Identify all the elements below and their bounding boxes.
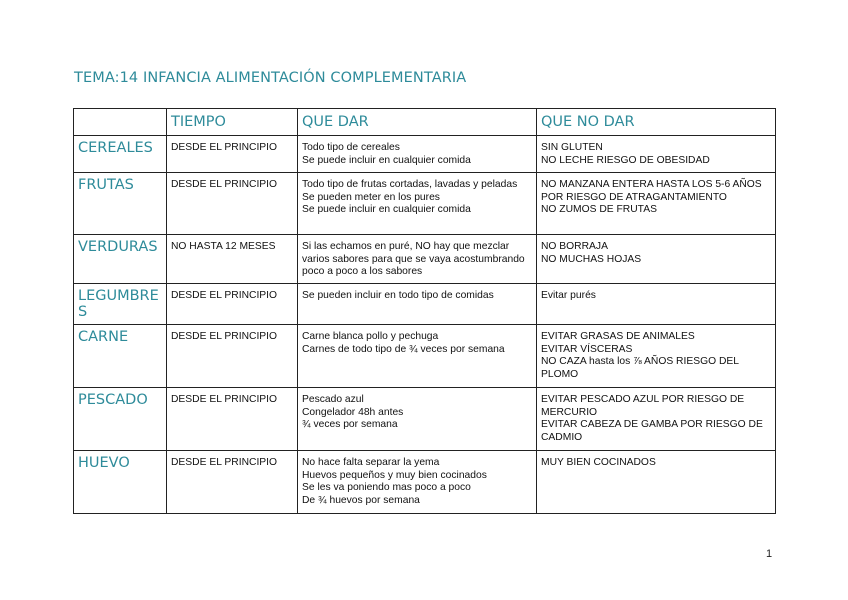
tiempo-cell: DESDE EL PRINCIPIO (167, 388, 298, 451)
que-no-dar-cell (537, 325, 776, 388)
table-row (74, 451, 776, 514)
cell-line: EVITAR GRASAS DE ANIMALES (541, 331, 695, 342)
table-row (74, 173, 776, 235)
cell-line: EVITAR PESCADO AZUL POR RIESGO DE MERCURIO (541, 394, 745, 418)
table-header-row (74, 109, 776, 136)
que-dar-cell (298, 451, 537, 514)
cell-line: EVITAR CABEZA DE GAMBA POR RIESGO DE CADMIO (541, 419, 763, 443)
table-row (74, 284, 776, 325)
cell-line: MUY BIEN COCINADOS (541, 457, 656, 468)
cell-line: Todo tipo de frutas cortadas, lavadas y peladas (302, 179, 518, 190)
cell-line: NO CAZA hasta los ⅞ AÑOS RIESGO DEL PLOMO (541, 356, 739, 380)
que-no-dar-cell (537, 235, 776, 284)
que-dar-cell (298, 235, 537, 284)
tiempo-cell: DESDE EL PRINCIPIO (167, 284, 298, 325)
table-row (74, 388, 776, 451)
tiempo-cell: DESDE EL PRINCIPIO (167, 451, 298, 514)
header-que-no-dar: QUE NO DAR (537, 109, 776, 136)
food-category: VERDURAS (74, 235, 167, 284)
cell-line: NO BORRAJA (541, 241, 608, 252)
cell-line: NO LECHE RIESGO DE OBESIDAD (541, 154, 710, 166)
cell-line: Pescado azul (302, 394, 364, 405)
food-category: CARNE (74, 325, 167, 388)
que-dar-cell (298, 325, 537, 388)
page-title: TEMA:14 INFANCIA ALIMENTACIÓN COMPLEMENTARIA (74, 70, 467, 86)
tiempo-cell: DESDE EL PRINCIPIO (167, 325, 298, 388)
header-que-dar: QUE DAR (298, 109, 537, 136)
food-category: PESCADO (74, 388, 167, 451)
cell-line: Se les va poniendo mas poco a poco (302, 482, 471, 494)
cell-line: SIN GLUTEN (541, 142, 603, 153)
que-no-dar-cell (537, 173, 776, 235)
tiempo-cell: DESDE EL PRINCIPIO (167, 136, 298, 173)
cell-line: NO MANZANA ENTERA HASTA LOS 5-6 AÑOS POR RIESGO DE ATRAGANTAMIENTO (541, 179, 762, 203)
que-no-dar-cell (537, 136, 776, 173)
table-row (74, 325, 776, 388)
header-empty (74, 109, 167, 136)
cell-line: Se pueden meter en los pures (302, 191, 440, 203)
cell-line: Se pueden incluir en todo tipo de comidas (302, 290, 494, 301)
food-category: LEGUMBRES (74, 284, 167, 325)
cell-line: Se puede incluir en cualquier comida (302, 204, 471, 216)
food-category: CEREALES (74, 136, 167, 173)
cell-line: EVITAR VÍSCERAS (541, 343, 633, 355)
food-category: HUEVO (74, 451, 167, 514)
que-no-dar-cell (537, 388, 776, 451)
que-no-dar-cell (537, 451, 776, 514)
que-dar-cell (298, 173, 537, 235)
table-row (74, 235, 776, 284)
cell-line: Se puede incluir en cualquier comida (302, 154, 471, 166)
cell-line: Evitar purés (541, 290, 596, 301)
tiempo-cell: NO HASTA 12 MESES (167, 235, 298, 284)
que-no-dar-cell (537, 284, 776, 325)
cell-line: Todo tipo de cereales (302, 142, 400, 153)
table-row (74, 136, 776, 173)
cell-line: De ¾ huevos por semana (302, 494, 420, 506)
cell-line: NO MUCHAS HOJAS (541, 253, 642, 265)
cell-line: Carne blanca pollo y pechuga (302, 331, 439, 342)
cell-line: Huevos pequeños y muy bien cocinados (302, 469, 487, 481)
que-dar-cell (298, 284, 537, 325)
cell-line: No hace falta separar la yema (302, 457, 440, 468)
page-number: 1 (766, 548, 773, 560)
que-dar-cell (298, 388, 537, 451)
cell-line: Carnes de todo tipo de ¾ veces por semana (302, 343, 505, 355)
cell-line: ¾ veces por semana (302, 419, 398, 431)
tiempo-cell: DESDE EL PRINCIPIO (167, 173, 298, 235)
cell-line: Congelador 48h antes (302, 406, 404, 418)
feeding-table (73, 108, 776, 514)
food-category: FRUTAS (74, 173, 167, 235)
cell-line: Si las echamos en puré, NO hay que mezclar varios sabores para que se vaya acostumbrando poco a poco a los sabores (302, 241, 525, 278)
header-tiempo: TIEMPO (167, 109, 298, 136)
cell-line: NO ZUMOS DE FRUTAS (541, 204, 657, 216)
que-dar-cell (298, 136, 537, 173)
